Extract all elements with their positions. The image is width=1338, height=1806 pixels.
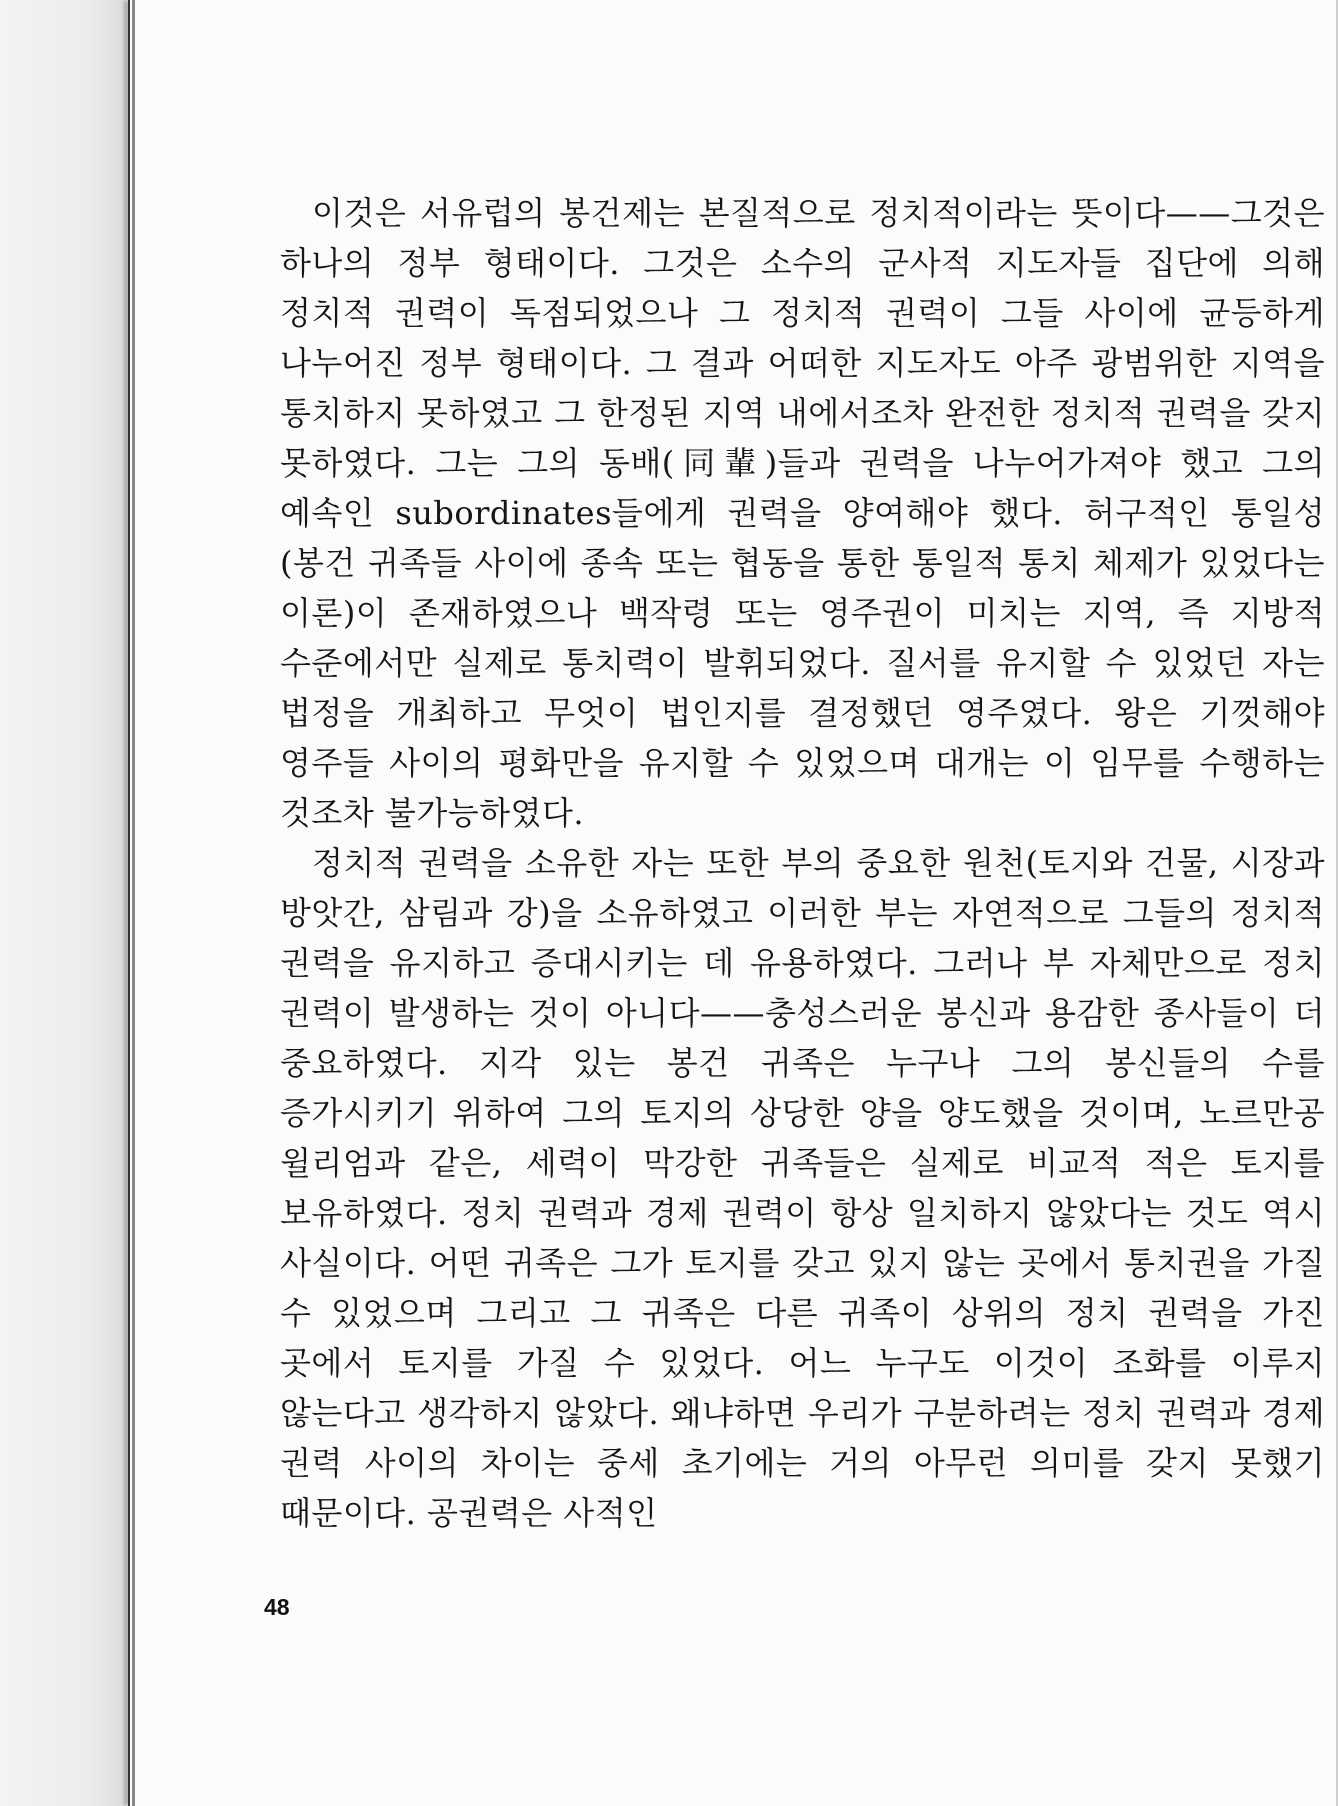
paragraph-2: 정치적 권력을 소유한 자는 또한 부의 중요한 원천(토지와 건물, 시장과 방앗간, 삼림과 강)을 소유하였고 이러한 부는 자연적으로 그들의 정치적 권력을 유지하고 증대시키는 데 유용하였다. 그러나 부 자체만으로 정치 권력이 발생하는 것이 아니다——충성스러운 봉신과 용감한 종사들이 더 중요하였다. 지각 있는 봉건 귀족은 누구나 그의 봉신들의 수를 증가시키기 위하여 그의 토지의 상당한 양을 양도했을 것이며, 노르만공 윌리엄과 같은, 세력이 막강한 귀족들은 실제로 비교적 적은 토지를 보유하였다. 정치 권력과 경제 권력이 항상 일치하지 않았다는 것도 역시 사실이다. 어떤 귀족은 그가 토지를 갖고 있지 않는 곳에서 통치권을 가질 수 있었으며 그리고 그 귀족은 다른 귀족이 상위의 정치 권력을 가진 곳에서 토지를 가질 수 있었다. 어느 누구도 이것이 조화를 이루지 않는다고 생각하지 않았다. 왜냐하면 우리가 구분하려는 정치 권력과 경제 권력 사이의 차이는 중세 초기에는 거의 아무런 의미를 갖지 못했기 때문이다. 공권력은 사적인 — [280, 844, 1325, 1532]
book-page — [128, 0, 1336, 1806]
paragraph-1: 이것은 서유럽의 봉건제는 본질적으로 정치적이라는 뜻이다——그것은 하나의 정부 형태이다. 그것은 소수의 군사적 지도자들 집단에 의해 정치적 권력이 독점되었으나 그 정치적 권력이 그들 사이에 균등하게 나누어진 정부 형태이다. 그 결과 어떠한 지도자도 아주 광범위한 지역을 통치하지 못하였고 그 한정된 지역 내에서조차 완전한 정치적 권력을 갖지 못하였다. 그는 그의 동배(同輩)들과 권력을 나누어가져야 했고 그의 예속인 subordinates들에게 권력을 양여해야 했다. 허구적인 통일성(봉건 귀족들 사이에 종속 또는 협동을 통한 통일적 통치 체제가 있었다는 이론)이 존재하였으나 백작령 또는 영주권이 미치는 지역, 즉 지방적 수준에서만 실제로 통치력이 발휘되었다. 질서를 유지할 수 있었던 자는 법정을 개최하고 무엇이 법인지를 결정했던 영주였다. 왕은 기껏해야 영주들 사이의 평화만을 유지할 수 있었으며 대개는 이 임무를 수행하는 것조차 불가능하였다. — [280, 194, 1325, 832]
page-number: 48 — [264, 1594, 290, 1620]
body-text — [280, 188, 1325, 1538]
viewer-left-gutter — [0, 0, 126, 1806]
